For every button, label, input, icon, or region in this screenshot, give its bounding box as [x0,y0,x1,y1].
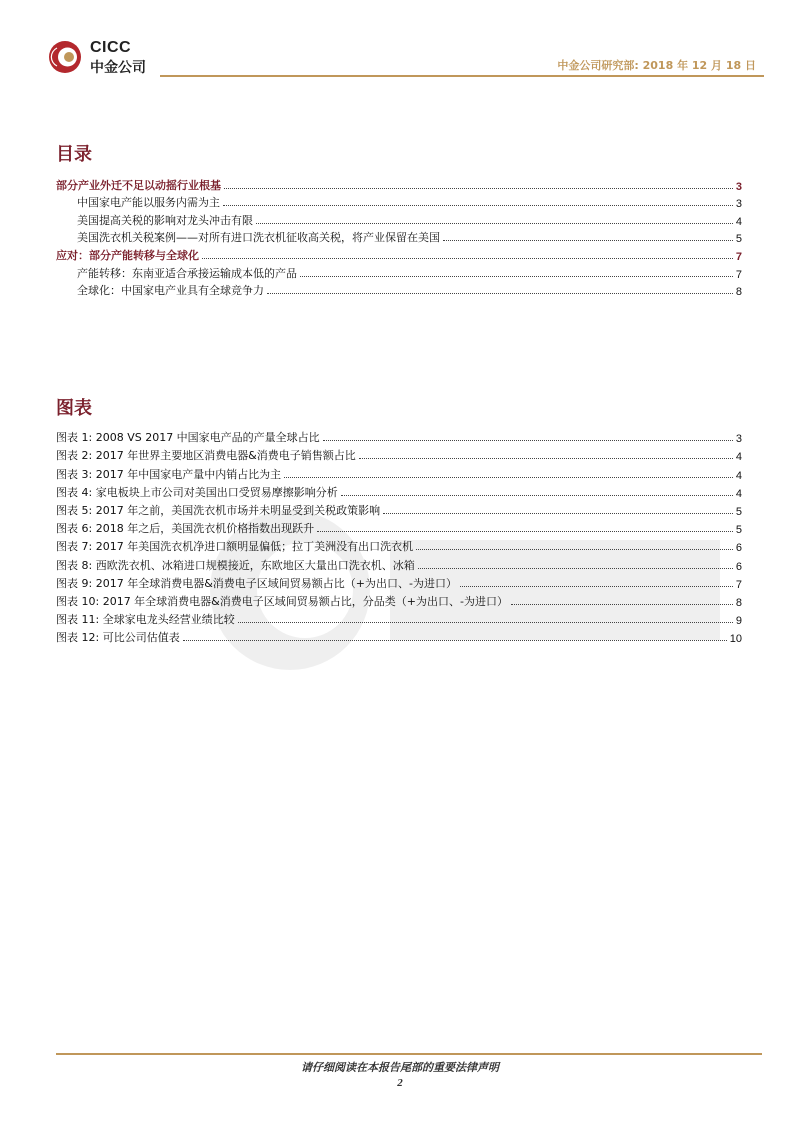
figure-entry-text: 图表 9: 2017 年全球消费电器&消费电子区域间贸易额占比（+为出口、-为进口） [56,576,457,590]
figure-entry-text: 图表 11: 全球家电龙头经营业绩比较 [56,613,235,627]
dot-leader [443,240,733,241]
figure-entry[interactable] [56,518,742,536]
figures-list [56,427,742,645]
figure-entry-text: 图表 5: 2017 年之前，美国洗衣机市场并未明显受到关税政策影响 [56,503,381,517]
figure-entry-page: 8 [735,596,742,609]
cicc-logo-icon [48,40,82,74]
dot-leader [202,258,733,259]
figure-entry-text: 图表 4: 家电板块上市公司对美国出口受贸易摩擦影响分析 [56,485,338,499]
toc-title: 目录 [56,144,92,165]
figure-entry[interactable] [56,554,742,572]
figure-entry-page: 9 [735,615,742,628]
figure-entry-page: 5 [735,524,742,537]
toc-entry-page: 7 [735,250,742,263]
figure-entry[interactable] [56,609,742,627]
toc-entry-page: 5 [735,233,742,246]
logo-text-en: CICC [90,39,132,56]
figure-entry-text: 图表 3: 2017 年中国家电产量中内销占比为主 [56,467,282,481]
toc-entry-text: 应对：部分产能转移与全球化 [56,248,199,262]
toc-entry[interactable] [56,263,742,281]
figure-entry-text: 图表 10: 2017 年全球消费电器&消费电子区域间贸易额占比，分品类（+为出口、-为进口） [56,594,508,608]
figure-entry[interactable] [56,427,742,445]
figure-entry-page: 4 [735,451,742,464]
toc-entry-page: 3 [735,180,742,193]
dot-leader [460,586,733,587]
toc-entry-page: 8 [735,286,742,299]
dot-leader [317,531,733,532]
figure-entry-text: 图表 6: 2018 年之后，美国洗衣机价格指数出现跃升 [56,522,315,536]
figure-entry-page: 5 [735,505,742,518]
figure-entry-page: 7 [735,578,742,591]
dot-leader [418,568,733,569]
figure-entry-text: 图表 8: 西欧洗衣机、冰箱进口规模接近，东欧地区大量出口洗衣机、冰箱 [56,558,415,572]
toc-entry[interactable] [56,175,742,193]
toc-entry[interactable] [56,245,742,263]
toc-entry-page: 4 [735,215,742,228]
toc-entry-text: 全球化：中国家电产业具有全球竞争力 [77,284,264,298]
dot-leader [284,477,733,478]
figure-entry[interactable] [56,573,742,591]
toc-entry[interactable] [56,281,742,299]
figure-entry[interactable] [56,463,742,481]
figure-entry[interactable] [56,536,742,554]
figure-entry[interactable] [56,591,742,609]
page-number: 2 [397,1077,403,1089]
dot-leader [383,513,733,514]
toc-entry-text: 产能转移：东南亚适合承接运输成本低的产品 [77,266,297,280]
dot-leader [323,440,733,441]
dot-leader [416,549,733,550]
dot-leader [511,604,733,605]
logo-text-cn: 中金公司 [90,60,146,76]
toc-entry-text: 中国家电产能以服务内需为主 [77,196,220,210]
toc-entry[interactable] [56,193,742,211]
figure-entry-text: 图表 12: 可比公司估值表 [56,631,180,645]
figure-entry[interactable] [56,500,742,518]
dot-leader [300,276,733,277]
toc-entry-page: 7 [735,268,742,281]
header-date-label: 中金公司研究部: 2018 年 12 月 18 日 [557,59,756,72]
figure-entry-page: 6 [735,560,742,573]
figure-entry-text: 图表 2: 2017 年世界主要地区消费电器&消费电子销售额占比 [56,449,356,463]
header-divider [160,75,764,77]
dot-leader [224,188,733,189]
footer-divider [56,1053,762,1055]
figures-title: 图表 [56,398,92,419]
figure-entry[interactable] [56,482,742,500]
figure-entry-text: 图表 7: 2017 年美国洗衣机净进口额明显偏低；拉丁美洲没有出口洗衣机 [56,540,414,554]
figure-entry-page: 10 [729,633,742,646]
toc-entry-text: 美国提高关税的影响对龙头冲击有限 [77,213,253,227]
toc-list [56,175,742,298]
toc-entry[interactable] [56,210,742,228]
toc-entry-text: 美国洗衣机关税案例——对所有进口洗衣机征收高关税，将产业保留在美国 [77,231,440,245]
dot-leader [359,458,733,459]
figure-entry-page: 6 [735,542,742,555]
dot-leader [267,293,733,294]
legal-notice: 请仔细阅读在本报告尾部的重要法律声明 [301,1061,499,1074]
toc-entry-page: 3 [735,198,742,211]
toc-entry-text: 部分产业外迁不足以动摇行业根基 [56,178,221,192]
figure-entry-text: 图表 1: 2008 VS 2017 中国家电产品的产量全球占比 [56,431,320,445]
figure-entry[interactable] [56,445,742,463]
figure-entry-page: 3 [735,433,742,446]
figure-entry-page: 4 [735,469,742,482]
dot-leader [183,640,727,641]
dot-leader [223,205,733,206]
dot-leader [341,495,733,496]
toc-entry[interactable] [56,228,742,246]
figure-entry[interactable] [56,627,742,645]
figure-entry-page: 4 [735,487,742,500]
dot-leader [256,223,733,224]
dot-leader [238,622,733,623]
